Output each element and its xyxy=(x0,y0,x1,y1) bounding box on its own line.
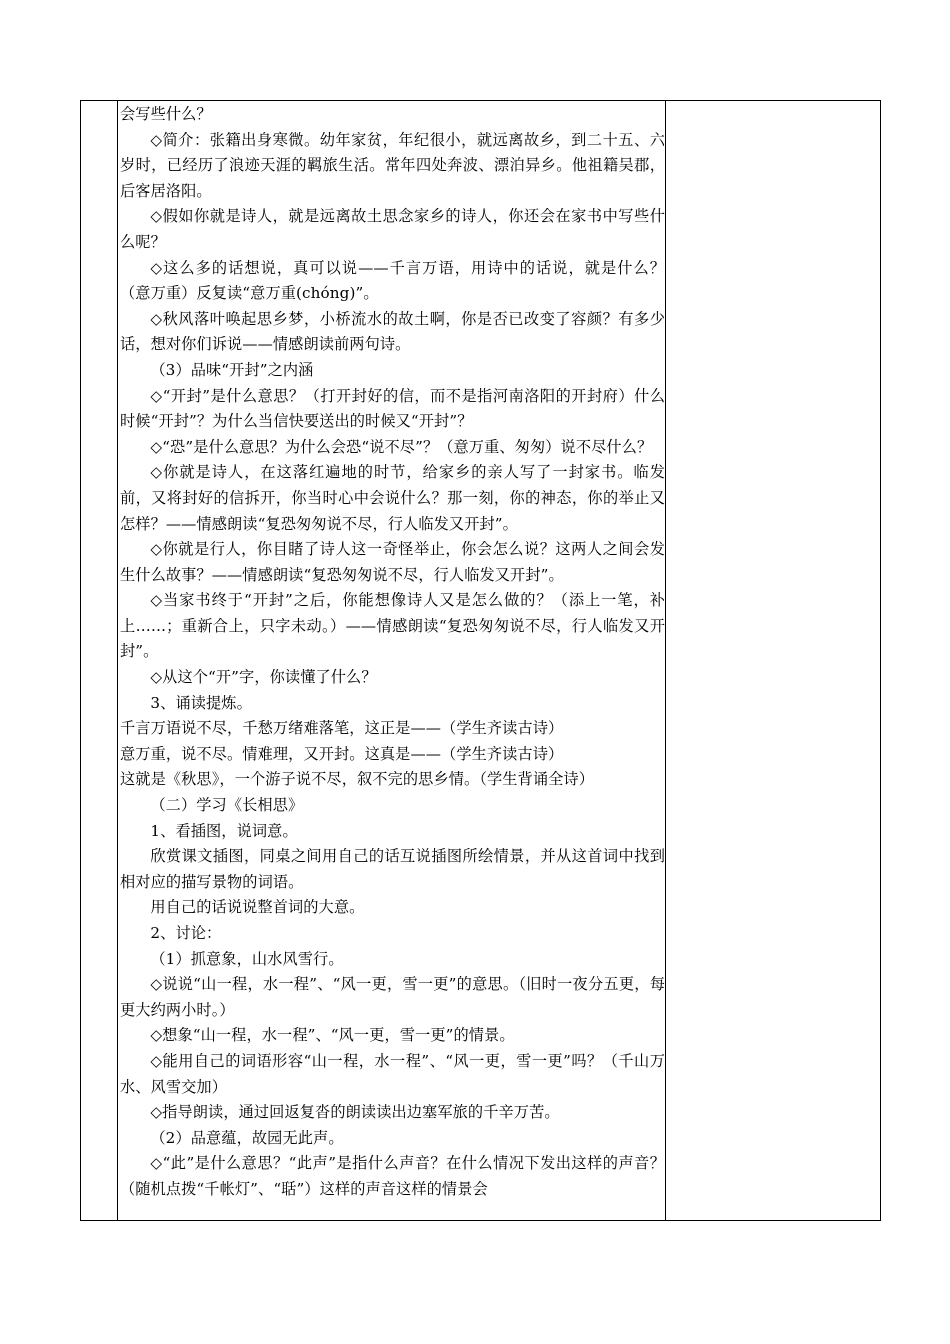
lesson-paragraph: ◇指导朗读，通过回返复沓的朗读读出边塞军旅的千辛万苦。 xyxy=(150,1103,560,1122)
lesson-paragraph: ◇简介：张籍出身寒微。幼年家贫，年纪很小，就远离故乡，到二十五、六岁时，已经历了浪迹天涯的羁旅生活。常年四处奔波、漂泊异乡。他祖籍吴郡，后客居洛阳。 xyxy=(120,130,665,200)
column-divider-right xyxy=(665,101,666,1220)
lesson-paragraph: 意万重，说不尽。情难理，又开封。这真是——（学生齐读古诗） xyxy=(120,744,564,763)
lesson-content-cell xyxy=(120,102,665,1220)
lesson-paragraph: 千言万语说不尽，千愁万绪难落笔，这正是——（学生齐读古诗） xyxy=(120,719,564,738)
lesson-paragraph: ◇这么多的话想说，真可以说——千言万语，用诗中的话说，就是什么？（意万重）反复读“意万重(chóng)”。 xyxy=(120,258,665,303)
lesson-paragraph: ◇能用自己的词语形容“山一程，水一程”、“风一更，雪一更”吗？（千山万水、风雪交加） xyxy=(120,1051,665,1096)
lesson-paragraph: 用自己的话说说整首词的大意。 xyxy=(150,898,365,917)
lesson-paragraph: ◇秋风落叶唤起思乡梦，小桥流水的故土啊，你是否已改变了容颜？有多少话，想对你们诉说——情感朗读前两句诗。 xyxy=(120,309,665,354)
lesson-paragraph: ◇你就是行人，你目睹了诗人这一奇怪举止，你会怎么说？这两人之间会发生什么故事？——情感朗读“复恐匆匆说不尽，行人临发又开封”。 xyxy=(120,540,665,584)
lesson-paragraph: ◇想象“山一程，水一程”、“风一更，雪一更”的情景。 xyxy=(150,1026,515,1045)
lesson-paragraph: ◇“恐”是什么意思？为什么会恐“说不尽”？（意万重、匆匆）说不尽什么？ xyxy=(150,437,653,456)
lesson-table xyxy=(80,100,881,1221)
lesson-paragraph: 3、诵读提炼。 xyxy=(150,693,252,712)
lesson-paragraph: ◇从这个“开”字，你读懂了什么？ xyxy=(150,668,377,687)
lesson-paragraph: 欣赏课文插图，同桌之间用自己的话互说插图所绘情景，并从这首词中找到相对应的描写景物的词语。 xyxy=(120,847,665,891)
lesson-paragraph: 这就是《秋思》，一个游子说不尽，叙不完的思乡情。（学生背诵全诗） xyxy=(120,770,594,789)
lesson-paragraph: ◇说说“山一程，水一程”、“风一更，雪一更”的意思。（旧时一夜分五更，每更大约两小时。） xyxy=(120,975,665,1019)
lesson-paragraph: （2）品意蕴，故园无此声。 xyxy=(150,1128,344,1147)
lesson-paragraph: （3）品味“开封”之内涵 xyxy=(150,360,314,379)
lesson-paragraph: 1、看插图，说词意。 xyxy=(150,821,298,840)
column-divider-left xyxy=(117,101,118,1220)
lesson-paragraph: 会写些什么？ xyxy=(120,105,212,123)
lesson-paragraph: ◇“开封”是什么意思？（打开封好的信，而不是指河南洛阳的开封府）什么时候“开封”？为什么当信快要送出的时候又“开封”？ xyxy=(120,386,665,431)
lesson-paragraph: 2、讨论： xyxy=(150,924,222,942)
lesson-paragraph: ◇假如你就是诗人，就是远离故土思念家乡的诗人，你还会在家书中写些什么呢？ xyxy=(120,207,665,251)
lesson-paragraph: ◇当家书终于“开封”之后，你能想像诗人又是怎么做的？（添上一笔，补上……；重新合上，只字未动。）——情感朗读“复恐匆匆说不尽，行人临发又开封”。 xyxy=(120,591,665,661)
lesson-paragraph: （二）学习《长相思》 xyxy=(150,796,304,815)
lesson-paragraph: （1）抓意象，山水风雪行。 xyxy=(150,949,344,968)
lesson-paragraph: ◇你就是诗人，在这落红遍地的时节，给家乡的亲人写了一封家书。临发前，又将封好的信拆开，你当时心中会说什么？那一刻，你的神态，你的举止又怎样？——情感朗读“复恐匆匆说不尽，行人临发又开封”。 xyxy=(120,463,665,533)
lesson-paragraph: ◇“此”是什么意思？“此声”是指什么声音？在什么情况下发出这样的声音？（随机点拨“千帐灯”、“聒”）这样的声音这样的情景会 xyxy=(120,1154,665,1198)
